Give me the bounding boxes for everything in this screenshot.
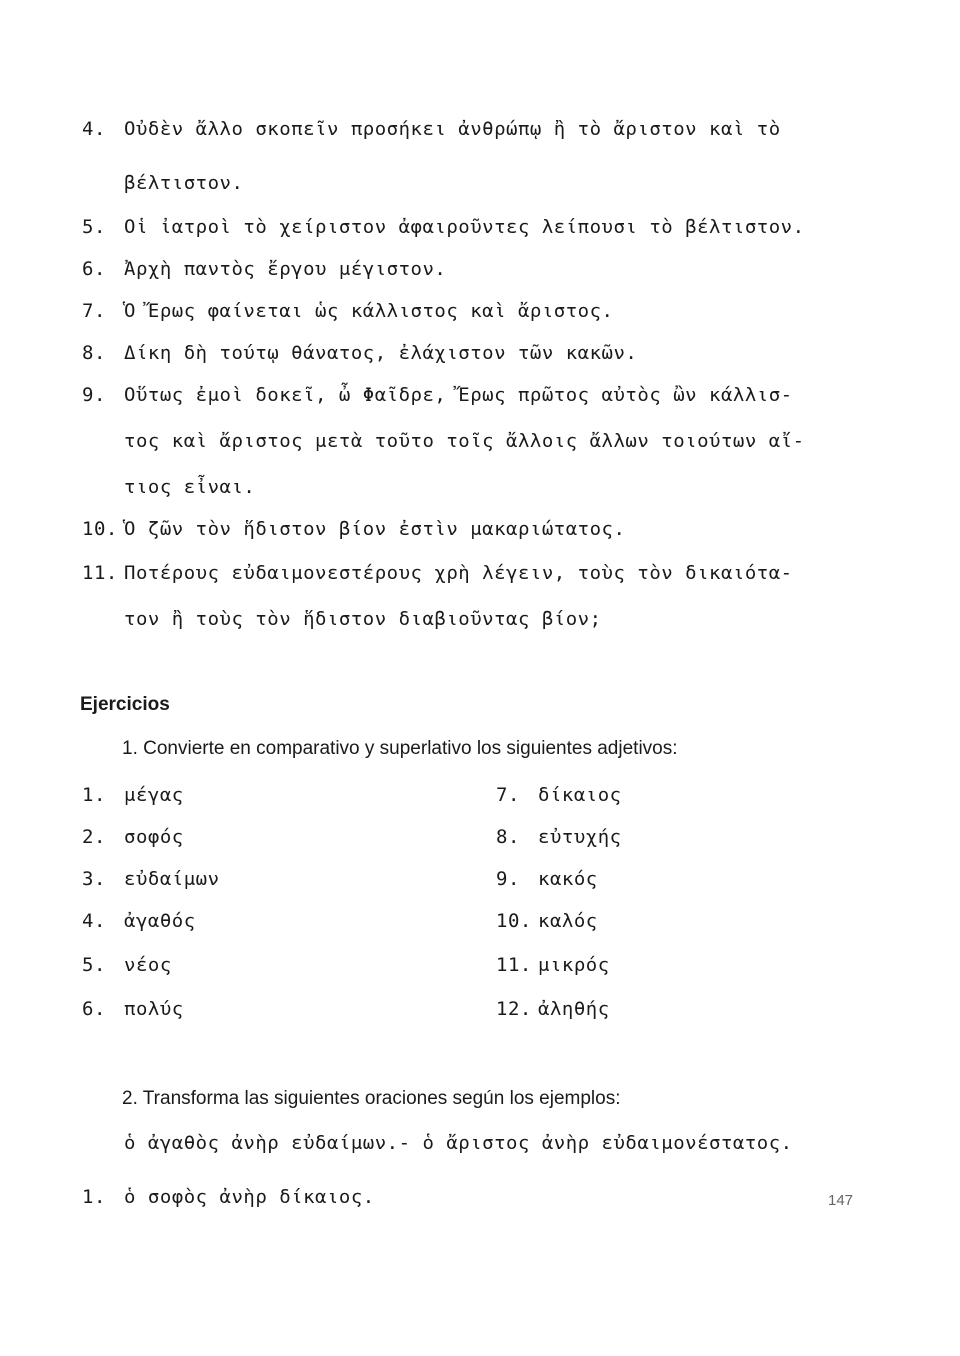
sentence-11: 11. Ποτέρους εὐδαιμονεστέρους χρὴ λέγειν, τοὺς τὸν δικαιότα- bbox=[82, 562, 793, 584]
exercise-1-item: 4. ἀγαθός bbox=[82, 910, 196, 932]
exercise-1-item: 11. μικρός bbox=[496, 954, 610, 976]
sentence-9-cont-1: τος καὶ ἄριστος μετὰ τοῦτο τοῖς ἄλλοις ἄλλων τοιούτων αἴ- bbox=[124, 430, 805, 452]
page-number: 147 bbox=[828, 1192, 854, 1209]
exercise-1-item: 6. πολύς bbox=[82, 998, 184, 1020]
exercise-1-item: 3. εὐδαίμων bbox=[82, 868, 220, 890]
sentence-5: 5. Οἱ ἰατροὶ τὸ χείριστον ἀφαιροῦντες λείπουσι τὸ βέλτιστον. bbox=[82, 216, 805, 238]
exercises-heading: Ejercicios bbox=[80, 694, 170, 715]
exercise-1-instruction: 1. Convierte en comparativo y superlativo los siguientes adjetivos: bbox=[122, 738, 678, 759]
sentence-4: 4. Οὐδὲν ἄλλο σκοπεῖν προσήκει ἀνθρώπῳ ἢ τὸ ἄριστον καὶ τὸ bbox=[82, 118, 781, 140]
exercise-1-item: 9. κακός bbox=[496, 868, 598, 890]
exercise-2-instruction: 2. Transforma las siguientes oraciones según los ejemplos: bbox=[122, 1088, 621, 1109]
sentence-4-cont: βέλτιστον. bbox=[124, 172, 244, 194]
exercise-1-item: 12. ἀληθής bbox=[496, 998, 610, 1020]
exercise-1-item: 8. εὐτυχής bbox=[496, 826, 622, 848]
exercise-1-item: 5. νέος bbox=[82, 954, 172, 976]
sentence-6: 6. Ἀρχὴ παντὸς ἔργου μέγιστον. bbox=[82, 258, 447, 280]
exercise-2-example: ὁ ἀγαθὸς ἀνὴρ εὐδαίμων.- ὁ ἄριστος ἀνὴρ εὐδαιμονέστατος. bbox=[124, 1132, 793, 1154]
sentence-9: 9. Οὕτως ἐμοὶ δοκεῖ, ὦ Φαῖδρε, Ἔρως πρῶτος αὐτὸς ὢν κάλλισ- bbox=[82, 384, 793, 406]
exercise-1-item: 10. καλός bbox=[496, 910, 598, 932]
exercise-1-item: 2. σοφός bbox=[82, 826, 184, 848]
exercise-1-item: 1. μέγας bbox=[82, 784, 184, 806]
exercise-2-item: 1. ὁ σοφὸς ἀνὴρ δίκαιος. bbox=[82, 1186, 375, 1208]
sentence-11-cont: τον ἢ τοὺς τὸν ἥδιστον διαβιοῦντας βίον; bbox=[124, 608, 602, 630]
exercise-1-item: 7. δίκαιος bbox=[496, 784, 622, 806]
sentence-8: 8. Δίκη δὴ τούτῳ θάνατος, ἐλάχιστον τῶν κακῶν. bbox=[82, 342, 638, 364]
sentence-7: 7. Ὁ Ἔρως φαίνεται ὡς κάλλιστος καὶ ἄριστος. bbox=[82, 300, 614, 322]
sentence-9-cont-2: τιος εἶναι. bbox=[124, 476, 256, 498]
sentence-10: 10. Ὁ ζῶν τὸν ἥδιστον βίον ἐστὶν μακαριώτατος. bbox=[82, 518, 626, 540]
